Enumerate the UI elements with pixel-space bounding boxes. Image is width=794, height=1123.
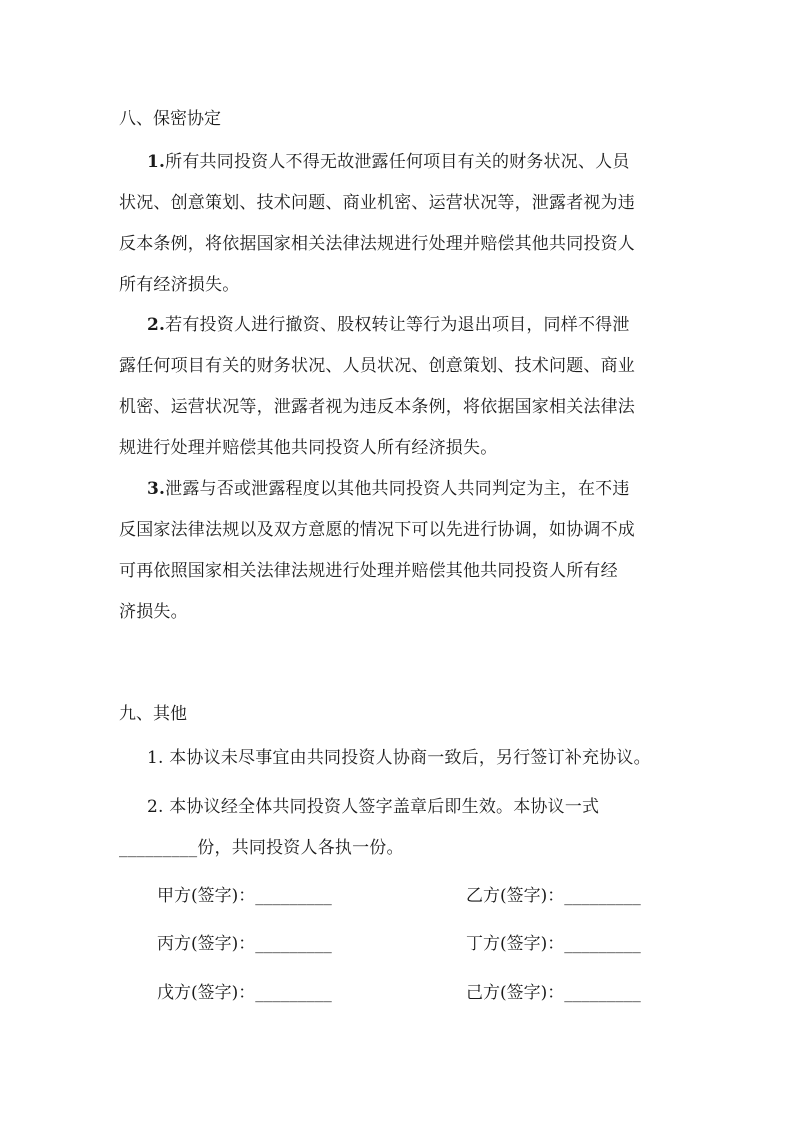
paragraph-line: 2. 本协议经全体共同投资人签字盖章后即生效。本协议一式 [147, 797, 600, 817]
paragraph-line: 露任何项目有关的财务状况、人员状况、创意策划、技术问题、商业 [119, 356, 635, 376]
section-9-heading: 九、其他 [119, 704, 187, 724]
paragraph-line: 规进行处理并赔偿其他共同投资人所有经济损失。 [119, 438, 498, 458]
signature-party-e: 戊方(签字)：_________ [157, 983, 332, 1003]
signature-party-b: 乙方(签字)：_________ [466, 886, 641, 906]
signature-party-d: 丁方(签字)：_________ [466, 934, 641, 954]
section-9-item-2 [119, 787, 679, 869]
section-8-item-3 [119, 469, 679, 633]
section-8-heading: 八、保密协定 [119, 109, 221, 129]
paragraph-line: 济损失。 [119, 602, 188, 622]
paragraph-line: 所有经济损失。 [119, 275, 240, 295]
signature-party-f: 己方(签字)：_________ [466, 983, 641, 1003]
section-8-item-2 [119, 305, 679, 469]
section-8-item-1 [119, 142, 679, 306]
paragraph-line: 状况、创意策划、技术问题、商业机密、运营状况等，泄露者视为违 [119, 193, 635, 213]
item-number: 2. [147, 315, 166, 335]
signature-party-a: 甲方(签字)：_________ [157, 886, 332, 906]
paragraph-line: 1.所有共同投资人不得无故泄露任何项目有关的财务状况、人员 [147, 152, 630, 172]
paragraph-line: 机密、运营状况等，泄露者视为违反本条例，将依据国家相关法律法 [119, 397, 635, 417]
item-number: 1. [147, 152, 166, 172]
paragraph-line: 3.泄露与否或泄露程度以其他共同投资人共同判定为主，在不违 [147, 479, 630, 499]
item-number: 3. [147, 479, 166, 499]
signature-party-c: 丙方(签字)：_________ [157, 934, 332, 954]
paragraph-line: 反本条例，将依据国家相关法律法规进行处理并赔偿其他共同投资人 [119, 234, 635, 254]
section-9-item-1 [119, 738, 679, 779]
paragraph-line: 反国家法律法规以及双方意愿的情况下可以先进行协调，如协调不成 [119, 520, 635, 540]
paragraph-line: 可再依照国家相关法律法规进行处理并赔偿其他共同投资人所有经 [119, 561, 618, 581]
paragraph-line: _________份，共同投资人各执一份。 [119, 838, 404, 858]
paragraph-line: 1. 本协议未尽事宜由共同投资人协商一致后，另行签订补充协议。 [147, 748, 651, 768]
paragraph-line: 2.若有投资人进行撤资、股权转让等行为退出项目，同样不得泄 [147, 315, 630, 335]
